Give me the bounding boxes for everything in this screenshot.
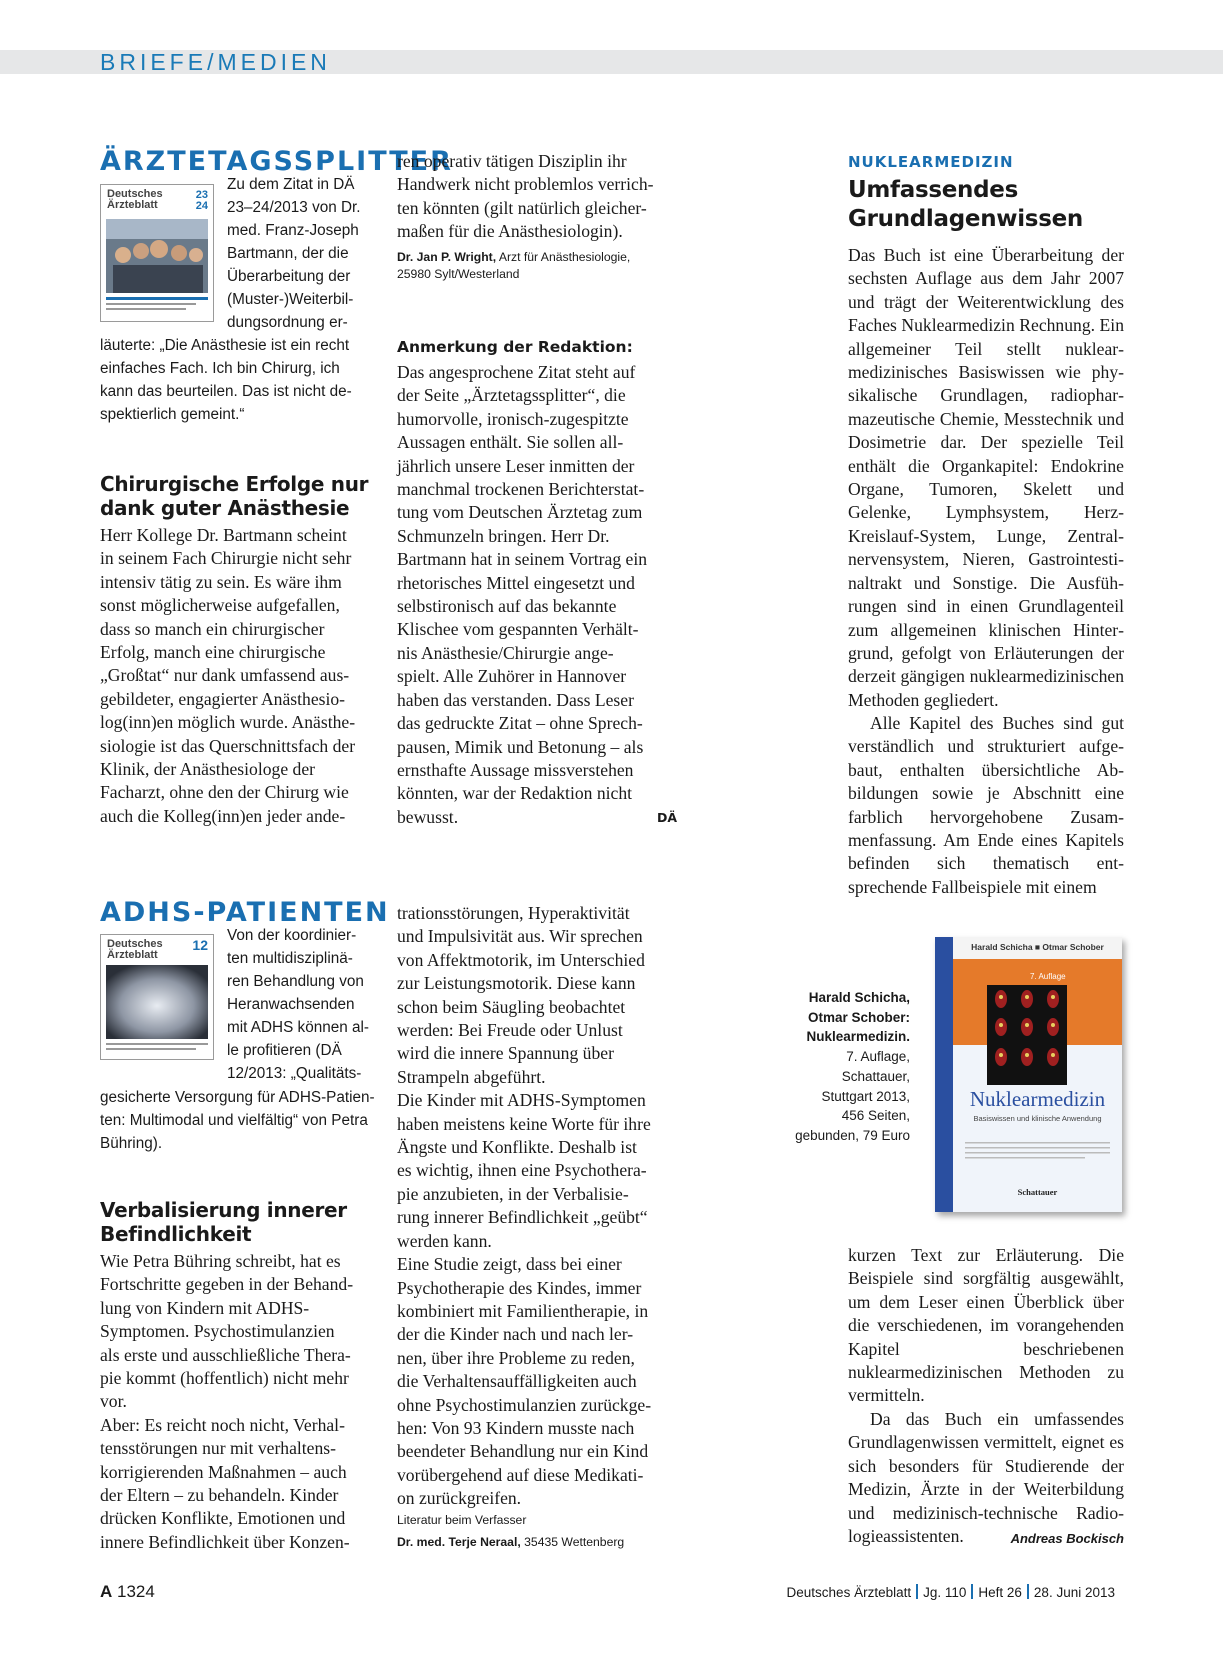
caption-author: Harald Schicha, [808, 990, 910, 1005]
body-line: Wie Petra Bühring schreibt, hat es [100, 1251, 341, 1271]
lead-line: Bühring). [100, 1135, 163, 1152]
body-line: on zurückgreifen. [397, 1488, 522, 1509]
body-line: siologie ist das Querschnittsfach der [100, 735, 356, 756]
body-line: kombiniert mit Familientherapie, in [397, 1300, 649, 1321]
signature-location: 35435 Wettenberg [520, 1535, 625, 1549]
note-line: spielt. Alle Zuhörer in Hannover [397, 666, 627, 687]
footer-citation [787, 1584, 1115, 1600]
body-line: wird die innere Spannung über [397, 1043, 614, 1064]
body-line: trationsstörungen, Hyperaktivität [397, 903, 630, 923]
review-paragraph-1: Das Buch ist eine Überarbeitung der sechsten Auflage aus dem Jahr 2007 und trägt der Weiterentwicklung des Faches Nuklearmedizin Rechnung. Ein allgemeiner Teil stellt nuklearmedizinisches Basiswissen wie physikalische Grundlagen, radiopharmazeutische Chemie, Messtechnik und Dosimetrie dar. Der spezielle Teil enthält die Organkapitel: Endokrine Organe, Tumoren, Skelett und Gelenke, Lymphsystem, Herz-Kreislauf-System, Lunge, Zentralnervensystem, Nieren, Gastrointestinaltrakt und Sonstige. Die Ausführungen sind in einen Grundlagenteil zum allgemeinen klinischen Hintergrund, gefolgt von Erläuterungen der derzeit gängigen nuklearmedizinischen Methoden gegliedert. [848, 245, 1124, 710]
note-line: bewusst. [397, 806, 459, 827]
caption-line: Schattauer, [841, 1068, 910, 1084]
lead-line: einfaches Fach. Ich bin Chirurg, ich [100, 360, 340, 377]
review-paragraph-3: kurzen Text zur Erläuterung. Die Beispiele sind sorgfältig ausgewählt, um dem Leser einen Überblick über die verschiedenen, im vorangehenden Kapitel beschriebenen nuklearmedizinischen Methoden zu vermitteln. [848, 1245, 1124, 1406]
lead-line: (Muster-)Weiterbil- [227, 291, 354, 308]
note-line: der Seite „Ärztetagssplitter“, die [397, 385, 626, 406]
body-line: werden kann. [397, 1230, 492, 1251]
body-line: ten könnten (gilt natürlich gleicher- [397, 197, 647, 218]
body-line: korrigierenden Maßnahmen – auch [100, 1461, 347, 1482]
body-line: nen, über ihre Probleme zu reden, [397, 1347, 635, 1368]
body-line: intensiv tätig zu sein. Es wäre ihm [100, 571, 342, 592]
note-line: Aussagen enthält. Sie sollen all- [397, 432, 624, 453]
note-line: haben das verstanden. Dass Leser [397, 689, 634, 710]
note-line: tung vom Deutschen Ärztetag zum [397, 502, 643, 523]
lead-line: Bartmann, der die [227, 245, 349, 262]
note-line: Klischee vom gespannten Verhält- [397, 619, 639, 640]
note-line: Das angesprochene Zitat steht auf [397, 362, 636, 382]
body-line: Klinik, der Anästhesiologe der [100, 759, 315, 780]
lead-line: Überarbeitung der [227, 268, 351, 285]
note-signature: DÄ [656, 809, 677, 825]
body-line: vor. [100, 1391, 127, 1412]
letter-body-2 [100, 1250, 376, 1554]
journal-date: 28. Juni 2013 [1033, 1585, 1115, 1600]
note-line: nis Anästhesie/Chirurgie ange- [397, 642, 614, 663]
letter-body-1 [100, 524, 376, 828]
body-line: werden: Bei Freude oder Unlust [397, 1020, 623, 1041]
lead-line: ten multidisziplinä- [227, 950, 353, 967]
body-line: gebildeter, engagierter Anästhesio- [100, 688, 346, 709]
editorial-note [397, 361, 677, 829]
caption-title: Nuklearmedizin. [806, 1029, 910, 1045]
lead-line: mit ADHS können al- [227, 1019, 369, 1036]
body-line: Eine Studie zeigt, dass bei einer [397, 1254, 622, 1275]
review-title-line: Umfassendes [848, 177, 1018, 203]
caption-line: 7. Auflage, [846, 1049, 910, 1065]
caption-line: gebunden, 79 Euro [795, 1127, 910, 1143]
note-line: humorvolle, ironisch-zugespitzte [397, 408, 629, 429]
heading-adhs-patienten: ADHS-PATIENTEN [100, 897, 390, 928]
body-line: lung von Kindern mit ADHS- [100, 1297, 310, 1318]
body-line: es wichtig, ihnen eine Psychothera- [397, 1160, 647, 1181]
journal-name: Deutsches Ärzteblatt [786, 1585, 912, 1600]
lead-line: ren Behandlung von [227, 973, 364, 990]
note-line: das gedruckte Zitat – ohne Sprech- [397, 713, 643, 734]
review-paragraph-4-text: Da das Buch ein umfassendes Grundlagenwissen vermittelt, eignet es sich besonders für Studierende der Medizin, Ärzte in der Weiterbildung und medizinisch-technische Radiologieassistenten. [848, 1409, 1124, 1547]
review-author: Andreas Bockisch [1010, 1531, 1124, 1547]
cover-masthead: Deutsches Ärzteblatt [107, 938, 163, 961]
book-authors: Harald Schicha ■ Otmar Schober [971, 942, 1104, 952]
book-publisher: Schattauer [1017, 1187, 1058, 1197]
body-line: auch die Kolleg(inn)en jeder ande- [100, 805, 346, 826]
lead-wrap-1 [227, 173, 367, 334]
book-edition: 7. Auflage [1030, 972, 1066, 981]
body-line: Psychotherapie des Kindes, immer [397, 1277, 642, 1298]
body-line: Ängste und Konflikte. Deshalb ist [397, 1137, 637, 1158]
body-line: und Impulsivität aus. Wir sprechen [397, 926, 643, 947]
lead-line: Heranwachsenden [227, 996, 355, 1013]
literature-note: Literatur beim Verfasser [397, 1513, 527, 1527]
body-line: hen: Von 93 Kindern musste nach [397, 1417, 635, 1438]
body-line: sonst möglicherweise aufgefallen, [100, 595, 340, 616]
page-number [100, 1582, 155, 1602]
note-line: könnten, war der Redaktion nicht [397, 783, 633, 804]
book-title: Nuklearmedizin [969, 1087, 1106, 1111]
body-line: pie anzubieten, in der Verbalisie- [397, 1183, 629, 1204]
cover-thumbnail-1 [100, 184, 214, 322]
section-label: BRIEFE/MEDIEN [100, 49, 331, 75]
cover-issue: 23 24 [195, 189, 208, 212]
body-line: Aber: Es reicht noch nicht, Verhal- [100, 1414, 345, 1435]
book-caption [760, 988, 910, 1146]
letter-body-2-cont [397, 902, 677, 1511]
lead-line: 12/2013: „Qualitäts- [227, 1065, 362, 1082]
body-line: Handwerk nicht problemlos verrich- [397, 174, 654, 195]
body-line: Fortschritte gegeben in der Behand- [100, 1274, 354, 1295]
cover-photo [101, 935, 213, 1059]
body-line: drücken Konflikte, Emotionen und [100, 1508, 346, 1529]
body-line: log(inn)en möglich wurde. Anästhe- [100, 712, 356, 733]
footer-separator [971, 1584, 973, 1599]
body-line: beendeter Behandlung nur ein Kind [397, 1441, 649, 1462]
body-line: ren operativ tätigen Disziplin ihr [397, 151, 627, 171]
body-line: innere Befindlichkeit über Konzen- [100, 1531, 350, 1552]
body-line: zur Leistungsmotorik. Diese kann [397, 973, 636, 994]
book-scan-images [935, 937, 1122, 1212]
cover-photo [101, 185, 213, 321]
book-subtitle: Basiswissen und klinische Anwendung [973, 1114, 1102, 1123]
lead-line: Von der koordinier- [227, 927, 357, 944]
note-line: selbstironisch auf das bekannte [397, 596, 617, 617]
page-prefix: A [100, 1582, 113, 1601]
body-line: „Großtat“ nur dank umfassend aus- [100, 665, 350, 686]
note-line: Schmunzeln bringen. Herr Dr. [397, 525, 610, 546]
body-line: dass so manch ein chirurgischer [100, 618, 325, 639]
lead-wrap-2 [227, 924, 377, 1085]
caption-line: Stuttgart 2013, [821, 1088, 910, 1104]
journal-volume: Jg. 110 [923, 1585, 967, 1600]
body-line: schon beim Säugling beobachtet [397, 996, 626, 1017]
body-line: haben meistens keine Worte für ihre [397, 1113, 651, 1134]
signature-name: Dr. med. Terje Neraal, [397, 1535, 521, 1549]
review-paragraph-2: Alle Kapitel des Buches sind gut verständlich und strukturiert aufgebaut, enthalten übersichtliche Abbildungen sowie je Abschnitt eine farblich hervorgehobene Zusammenfassung. Am Ende eines Kapitels befinden sich thematisch entsprechende Fallbeispiele mit einem [848, 713, 1124, 897]
body-line: vorübergehend auf diese Medikati- [397, 1464, 644, 1485]
body-line: als erste und ausschließliche Thera- [100, 1344, 351, 1365]
body-line: pie kommt (hoffentlich) nicht mehr [100, 1368, 349, 1389]
subheading-line: Befindlichkeit [100, 1222, 252, 1246]
note-line: pausen, Mimik und Betonung – als [397, 736, 644, 757]
subheading-verbalisierung [100, 1198, 347, 1246]
body-line: Symptomen. Psychostimulanzien [100, 1321, 335, 1342]
lead-full-1 [100, 334, 370, 426]
review-kicker: NUKLEARMEDIZIN [848, 153, 1014, 171]
body-line: Erfolg, manch eine chirurgische [100, 642, 326, 663]
review-title [848, 176, 1083, 234]
note-line: Bartmann hat in seinem Vortrag ein [397, 549, 648, 570]
body-line: die Verhaltensauffälligkeiten auch [397, 1371, 637, 1392]
caption-author: Otmar Schober: [807, 1009, 910, 1025]
page-number-value: 1324 [117, 1582, 155, 1601]
signature-name: Dr. Jan P. Wright, [397, 250, 497, 264]
body-line: Die Kinder mit ADHS-Symptomen [397, 1090, 646, 1111]
heading-aerztetagssplitter: ÄRZTETAGSSPLITTER [100, 146, 453, 177]
caption-line: 456 Seiten, [841, 1108, 910, 1124]
subheading-line: Verbalisierung innerer [100, 1198, 347, 1222]
body-line: der die Kinder nach und nach ler- [397, 1324, 634, 1345]
note-line: ernsthafte Aussage missverstehen [397, 759, 634, 780]
lead-line: 23–24/2013 von Dr. [227, 199, 361, 216]
body-line: ohne Psychostimulanzien zurückge- [397, 1394, 652, 1415]
body-line: Facharzt, ohne den der Chirurg wie [100, 782, 349, 803]
lead-full-2 [100, 1086, 380, 1155]
note-last-line [397, 806, 677, 829]
note-heading: Anmerkung der Redaktion: [397, 338, 633, 356]
letter-body-1-cont [397, 150, 677, 244]
lead-line: le profitieren (DÄ [227, 1042, 342, 1059]
body-line: in seinem Fach Chirurgie nicht sehr [100, 548, 352, 569]
lead-line: ten: Multimodal und vielfältig“ von Petra [100, 1112, 368, 1129]
lead-line: med. Franz-Joseph [227, 222, 359, 239]
footer-separator [916, 1584, 918, 1599]
body-line: der Eltern – zu behandeln. Kinder [100, 1485, 339, 1506]
subheading-line: Chirurgische Erfolge nur [100, 472, 369, 496]
lead-line: dungsordnung er- [227, 314, 348, 331]
lead-line: Zu dem Zitat in DÄ [227, 176, 355, 193]
note-line: manchmal trockenen Berichterstat- [397, 479, 645, 500]
body-line: maßen für die Anästhesiologin). [397, 221, 623, 242]
signature-neraal [397, 1512, 677, 1551]
lead-line: läuterte: „Die Anästhesie ist ein recht [100, 337, 350, 354]
body-line: rung innerer Befindlichkeit „geübt“ [397, 1207, 648, 1228]
signature-title: Arzt für Anästhesiologie, [496, 250, 631, 264]
review-title-line: Grundlagenwissen [848, 206, 1083, 232]
subheading-chirurgische-erfolge [100, 472, 368, 520]
body-line: tensstörungen nur mit verhaltens- [100, 1438, 336, 1459]
review-paragraph-4 [848, 1408, 1124, 1550]
note-line: jährlich unsere Leser inmitten der [397, 455, 635, 476]
footer-separator [1027, 1584, 1029, 1599]
cover-masthead: Deutsches Ärzteblatt [107, 188, 163, 211]
body-line: Herr Kollege Dr. Bartmann scheint [100, 525, 347, 545]
note-line: rhetorisches Mittel eingesetzt und [397, 572, 635, 593]
signature-location: 25980 Sylt/Westerland [397, 267, 520, 281]
subheading-line: dank guter Anästhesie [100, 496, 350, 520]
signature-wright [397, 249, 677, 283]
lead-line: spektierlich gemeint.“ [100, 406, 245, 423]
body-line: von Affektmotorik, im Unterschied [397, 949, 645, 970]
cover-thumbnail-2 [100, 934, 214, 1060]
cover-issue: 12 [192, 937, 208, 953]
lead-line: gesicherte Versorgung für ADHS-Patien- [100, 1089, 375, 1106]
lead-line: kann das beurteilen. Das ist nicht de- [100, 383, 352, 400]
journal-issue: Heft 26 [978, 1585, 1022, 1600]
body-line: Strampeln abgeführt. [397, 1066, 546, 1087]
book-cover [935, 937, 1122, 1212]
